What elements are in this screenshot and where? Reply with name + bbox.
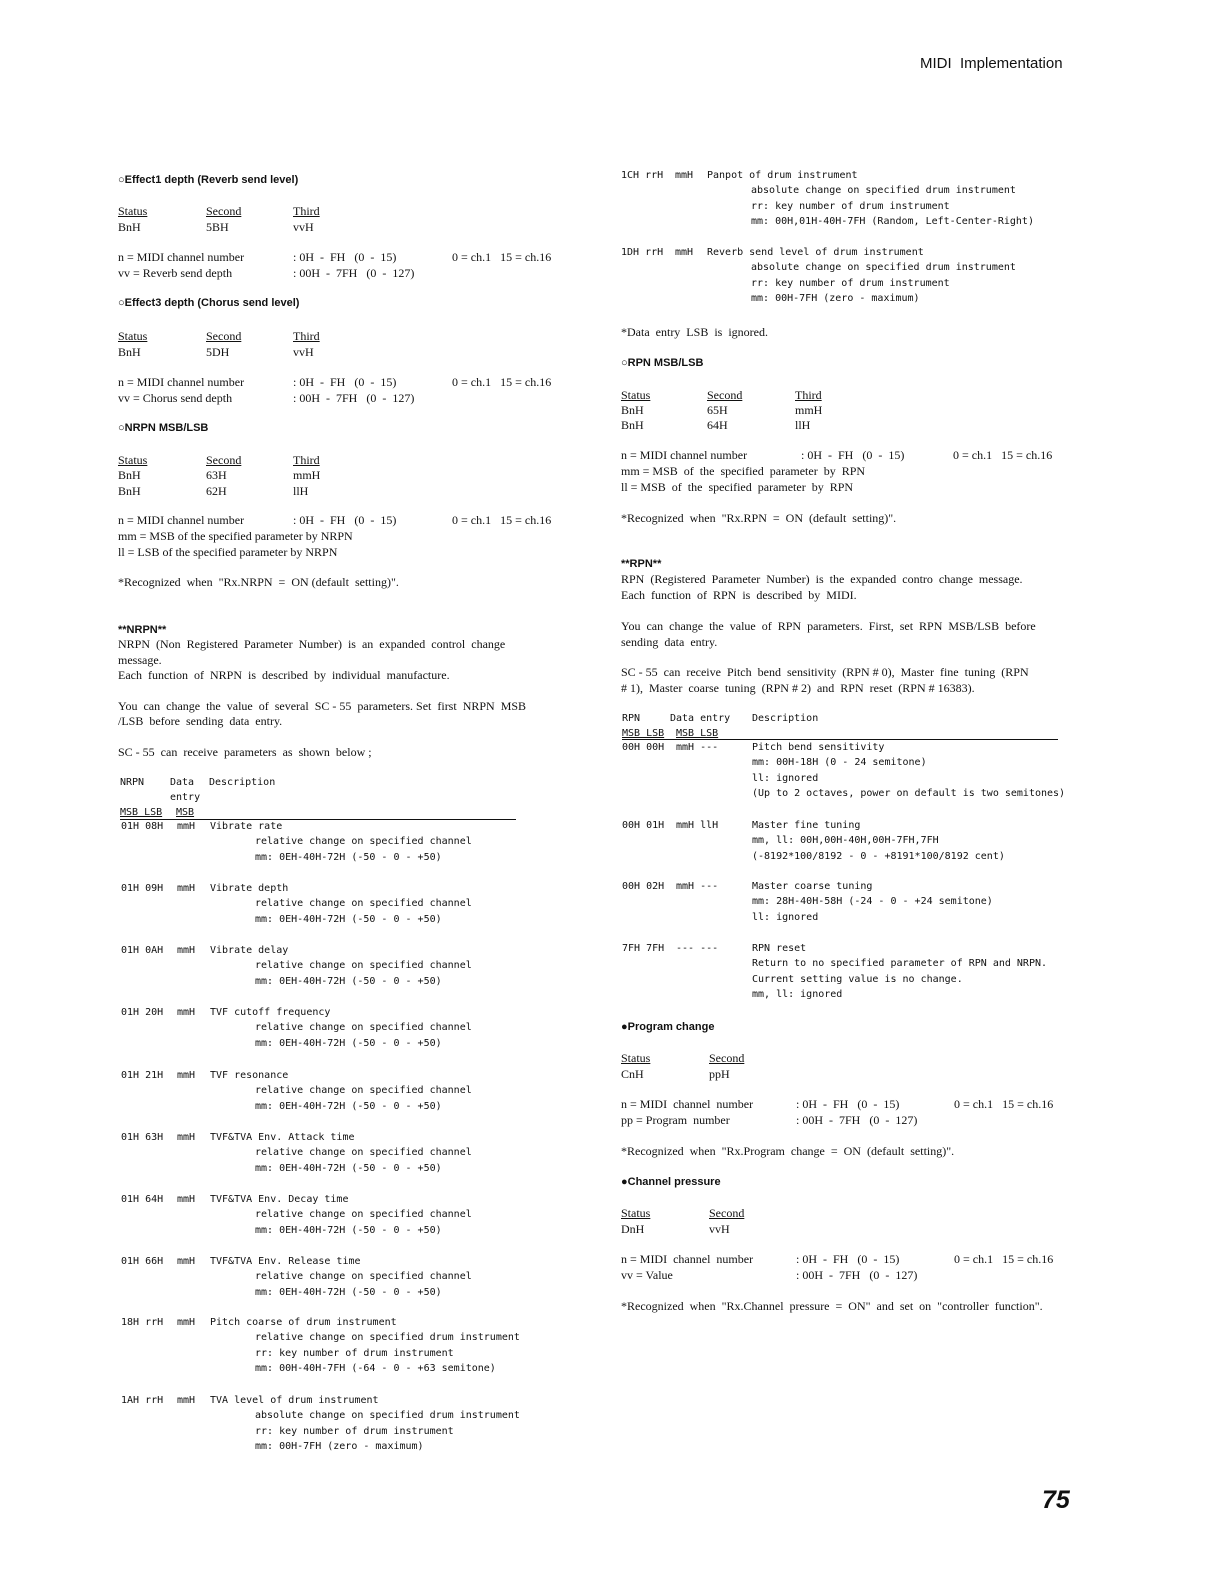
rpn-msb-lsb-title: ○RPN MSB/LSB (621, 357, 704, 369)
rpn-table-cell-description: Master coarse tuning (752, 881, 873, 892)
effect3-second-header: Second (206, 329, 242, 343)
rpn-table-cell-detail: ll: ignored (752, 773, 819, 784)
nrpn-table-cell-description: Vibrate delay (210, 945, 289, 956)
rpn-table-cell-detail: Return to no specified parameter of RPN and NRPN. (752, 958, 1048, 969)
program-change-note-channel-map: 0 = ch.1 15 = ch.16 (954, 1097, 1054, 1111)
nrpn-msb-note-ll: ll = LSB of the specified parameter by NRPN (118, 545, 338, 559)
rpn-table-cell-data-entry: mmH --- (676, 742, 719, 753)
nrpn-msb-row2-second: 62H (206, 484, 227, 498)
nrpn-table-cell-description: TVF cutoff frequency (210, 1007, 331, 1018)
rpn-table-cell-rpn: 00H 00H (622, 742, 665, 753)
rpn-table-cell-detail: mm: 00H-18H (0 - 24 semitone) (752, 757, 927, 768)
channel-pressure-title: ●Channel pressure (621, 1176, 721, 1188)
rpn-table-cell-detail: mm, ll: 00H,00H-40H,00H-7FH,7FH (752, 835, 939, 846)
effect3-second: 5DH (206, 345, 230, 359)
effect3-note-channel-range: : 0H - FH (0 - 15) (293, 375, 397, 389)
effect3-third: vvH (293, 345, 314, 359)
nrpn-table-cell-detail: relative change on specified channel (255, 836, 472, 847)
program-change-note-channel: n = MIDI channel number (621, 1097, 754, 1111)
program-change-status: CnH (621, 1067, 644, 1081)
channel-pressure-status-header: Status (621, 1206, 651, 1220)
nrpn-paragraph-line: Each function of NRPN is described by individual manufacture. (118, 668, 450, 682)
rpn-table-cell-detail: Current setting value is no change. (752, 974, 963, 985)
nrpn-table-cell-nrpn: 01H 64H (121, 1194, 164, 1205)
nrpn-table-cell-description: TVF resonance (210, 1070, 289, 1081)
channel-pressure-note-channel: n = MIDI channel number (621, 1252, 754, 1266)
channel-pressure-note-value-range: : 00H - 7FH (0 - 127) (796, 1268, 918, 1282)
rpn-table-rule (622, 739, 1058, 740)
nrpn-table-cell-detail: mm: 0EH-40H-72H (-50 - 0 - +50) (255, 914, 442, 925)
effect3-status: BnH (118, 345, 141, 359)
rpn-msb-row2-status: BnH (621, 418, 644, 432)
nrpn-table-cell-nrpn: 01H 21H (121, 1070, 164, 1081)
rpn-msb-note-channel-range: : 0H - FH (0 - 15) (801, 448, 905, 462)
nrpn-table-rule (120, 819, 516, 820)
nrpn-table-cell-description: Vibrate depth (210, 883, 289, 894)
rpn-table-header-entry-msb-lsb: MSB LSB (676, 728, 719, 739)
nrpn-msb-note-channel: n = MIDI channel number (118, 513, 245, 527)
channel-pressure-note-value: vv = Value (621, 1268, 673, 1282)
rpn-table-cell-description: Master fine tuning (752, 820, 861, 831)
rpn-title: **RPN** (621, 558, 662, 570)
rpn-msb-note-mm: mm = MSB of the specified parameter by RPN (621, 464, 866, 478)
effect1-third-header: Third (293, 204, 320, 218)
nrpn-table-header-description: Description (209, 777, 276, 788)
lsb-ignored-note: *Data entry LSB is ignored. (621, 325, 768, 339)
nrpn-msb-row2-third: llH (293, 484, 309, 498)
rpn-table-cell-detail: (-8192*100/8192 - 0 - +8191*100/8192 cent) (752, 851, 1005, 862)
nrpn-table-header-msb: MSB (176, 807, 195, 818)
nrpn-paragraph-line: /LSB before sending data entry. (118, 714, 283, 728)
effect3-title: ○Effect3 depth (Chorus send level) (118, 297, 300, 309)
program-change-note-program-range: : 00H - 7FH (0 - 127) (796, 1113, 918, 1127)
nrpn-msb-row1-status: BnH (118, 468, 141, 482)
effect1-title: ○Effect1 depth (Reverb send level) (118, 174, 299, 186)
nrpn-table-cell-nrpn: 01H 08H (121, 821, 164, 832)
rpn-table-cell-detail: mm, ll: ignored (752, 989, 843, 1000)
rpn-paragraph-line: sending data entry. (621, 635, 718, 649)
nrpn-table-cell-data-entry: mmH (177, 1194, 196, 1205)
rpn-table-cell-description: RPN reset (752, 943, 807, 954)
drum-table-cell-detail: rr: key number of drum instrument (751, 278, 950, 289)
page-header: MIDI Implementation (920, 55, 1063, 72)
channel-pressure-second-header: Second (709, 1206, 745, 1220)
nrpn-table-cell-nrpn: 1AH rrH (121, 1395, 164, 1406)
effect1-note-channel-map: 0 = ch.1 15 = ch.16 (452, 250, 552, 264)
nrpn-msb-note-mm: mm = MSB of the specified parameter by NRPN (118, 529, 353, 543)
nrpn-table-cell-description: TVA level of drum instrument (210, 1395, 379, 1406)
nrpn-table-cell-detail: mm: 0EH-40H-72H (-50 - 0 - +50) (255, 1287, 442, 1298)
nrpn-table-cell-nrpn: 01H 63H (121, 1132, 164, 1143)
rpn-msb-row2-second: 64H (707, 418, 728, 432)
nrpn-table-cell-detail: mm: 00H-7FH (zero - maximum) (255, 1441, 424, 1452)
nrpn-table-cell-data-entry: mmH (177, 1317, 196, 1328)
nrpn-table-cell-detail: relative change on specified channel (255, 960, 472, 971)
nrpn-table-cell-detail: mm: 0EH-40H-72H (-50 - 0 - +50) (255, 852, 442, 863)
nrpn-table-header-nrpn: NRPN (120, 777, 145, 788)
nrpn-table-cell-nrpn: 01H 0AH (121, 945, 164, 956)
effect3-note-channel: n = MIDI channel number (118, 375, 245, 389)
rpn-paragraph-line: RPN (Registered Parameter Number) is the expanded contro change message. (621, 572, 1023, 586)
nrpn-table-header-msb-lsb: MSB LSB (120, 807, 163, 818)
rpn-table-cell-rpn: 00H 02H (622, 881, 665, 892)
nrpn-table-cell-detail: mm: 0EH-40H-72H (-50 - 0 - +50) (255, 1163, 442, 1174)
rpn-msb-row1-third: mmH (795, 403, 823, 417)
program-change-title: ●Program change (621, 1021, 715, 1033)
nrpn-table-cell-detail: relative change on specified channel (255, 1209, 472, 1220)
rpn-table-cell-detail: ll: ignored (752, 912, 819, 923)
nrpn-paragraph-line: NRPN (Non Registered Parameter Number) is an expanded control change (118, 637, 506, 651)
rpn-table-cell-description: Pitch bend sensitivity (752, 742, 885, 753)
effect1-third: vvH (293, 220, 314, 234)
nrpn-table-cell-data-entry: mmH (177, 1395, 196, 1406)
nrpn-table-cell-detail: mm: 0EH-40H-72H (-50 - 0 - +50) (255, 1225, 442, 1236)
effect1-note-depth: vv = Reverb send depth (118, 266, 233, 280)
rpn-table-cell-detail: mm: 28H-40H-58H (-24 - 0 - +24 semitone) (752, 896, 993, 907)
rpn-msb-note-channel: n = MIDI channel number (621, 448, 748, 462)
drum-table-cell-description: Reverb send level of drum instrument (707, 247, 924, 258)
nrpn-table-cell-detail: relative change on specified channel (255, 1085, 472, 1096)
rpn-paragraph-line: Each function of RPN is described by MIDI. (621, 588, 857, 602)
program-change-recognized-note: *Recognized when "Rx.Program change = ON (default setting)". (621, 1144, 955, 1158)
rpn-msb-row1-second: 65H (707, 403, 728, 417)
drum-table-cell-detail: absolute change on specified drum instrument (751, 185, 1016, 196)
nrpn-table-cell-description: Vibrate rate (210, 821, 283, 832)
program-change-second: ppH (709, 1067, 730, 1081)
nrpn-table-cell-data-entry: mmH (177, 1007, 196, 1018)
effect3-status-header: Status (118, 329, 148, 343)
rpn-msb-second-header: Second (707, 388, 743, 402)
nrpn-table-cell-detail: absolute change on specified drum instrument (255, 1410, 520, 1421)
effect1-second-header: Second (206, 204, 242, 218)
program-change-note-program: pp = Program number (621, 1113, 730, 1127)
nrpn-msb-lsb-title: ○NRPN MSB/LSB (118, 422, 209, 434)
nrpn-table-cell-description: TVF&TVA Env. Attack time (210, 1132, 355, 1143)
rpn-msb-recognized-note: *Recognized when "Rx.RPN = ON (default setting)". (621, 511, 897, 525)
channel-pressure-status: DnH (621, 1222, 645, 1236)
nrpn-table-cell-nrpn: 01H 66H (121, 1256, 164, 1267)
nrpn-table-cell-detail: relative change on specified drum instrument (255, 1332, 520, 1343)
effect1-status: BnH (118, 220, 141, 234)
nrpn-table-cell-data-entry: mmH (177, 1070, 196, 1081)
nrpn-table-cell-data-entry: mmH (177, 945, 196, 956)
nrpn-table-cell-data-entry: mmH (177, 821, 196, 832)
rpn-msb-row1-status: BnH (621, 403, 644, 417)
drum-table-cell-detail: absolute change on specified drum instrument (751, 262, 1016, 273)
nrpn-msb-third-header: Third (293, 453, 320, 467)
nrpn-table-cell-detail: mm: 00H-40H-7FH (-64 - 0 - +63 semitone) (255, 1363, 496, 1374)
rpn-table-header-msb-lsb: MSB LSB (622, 728, 665, 739)
drum-table-cell-nrpn: 1CH rrH (621, 170, 664, 181)
nrpn-table-cell-description: Pitch coarse of drum instrument (210, 1317, 397, 1328)
nrpn-table-cell-detail: relative change on specified channel (255, 1022, 472, 1033)
rpn-msb-note-channel-map: 0 = ch.1 15 = ch.16 (953, 448, 1053, 462)
nrpn-table-header-entry: entry (170, 792, 201, 803)
page-number: 75 (1042, 1486, 1070, 1514)
rpn-paragraph-line: You can change the value of RPN parameters. First, set RPN MSB/LSB before (621, 619, 1036, 633)
nrpn-table-cell-nrpn: 01H 20H (121, 1007, 164, 1018)
drum-table-cell-data-entry: mmH (675, 170, 694, 181)
rpn-table-cell-data-entry: mmH llH (676, 820, 719, 831)
rpn-msb-note-ll: ll = MSB of the specified parameter by RPN (621, 480, 854, 494)
rpn-table-cell-data-entry: --- --- (676, 943, 719, 954)
nrpn-table-header-data: Data (170, 777, 195, 788)
nrpn-paragraph-line: message. (118, 653, 162, 667)
program-change-second-header: Second (709, 1051, 745, 1065)
nrpn-table-cell-description: TVF&TVA Env. Decay time (210, 1194, 349, 1205)
program-change-note-channel-range: : 0H - FH (0 - 15) (796, 1097, 900, 1111)
nrpn-msb-note-channel-map: 0 = ch.1 15 = ch.16 (452, 513, 552, 527)
nrpn-table-cell-detail: rr: key number of drum instrument (255, 1426, 454, 1437)
nrpn-table-cell-data-entry: mmH (177, 883, 196, 894)
drum-table-cell-detail: mm: 00H,01H-40H-7FH (Random, Left-Center-Right) (751, 216, 1034, 227)
nrpn-table-cell-detail: mm: 0EH-40H-72H (-50 - 0 - +50) (255, 1038, 442, 1049)
program-change-status-header: Status (621, 1051, 651, 1065)
nrpn-paragraph-line: You can change the value of several SC - 55 parameters. Set first NRPN MSB (118, 699, 527, 713)
nrpn-table-cell-description: TVF&TVA Env. Release time (210, 1256, 361, 1267)
nrpn-msb-row2-status: BnH (118, 484, 141, 498)
nrpn-table-cell-data-entry: mmH (177, 1132, 196, 1143)
drum-table-cell-nrpn: 1DH rrH (621, 247, 664, 258)
nrpn-table-cell-detail: relative change on specified channel (255, 1147, 472, 1158)
rpn-table-cell-detail: (Up to 2 octaves, power on default is two semitones) (752, 788, 1066, 799)
channel-pressure-note-channel-map: 0 = ch.1 15 = ch.16 (954, 1252, 1054, 1266)
effect1-status-header: Status (118, 204, 148, 218)
rpn-table-header-data-entry: Data entry (670, 713, 731, 724)
drum-table-cell-detail: mm: 00H-7FH (zero - maximum) (751, 293, 920, 304)
nrpn-msb-recognized-note: *Recognized when "Rx.NRPN = ON (default setting)". (118, 575, 399, 589)
effect1-second: 5BH (206, 220, 229, 234)
effect3-note-depth: vv = Chorus send depth (118, 391, 233, 405)
effect3-note-depth-range: : 00H - 7FH (0 - 127) (293, 391, 415, 405)
drum-table-cell-detail: rr: key number of drum instrument (751, 201, 950, 212)
effect1-note-depth-range: : 00H - 7FH (0 - 127) (293, 266, 415, 280)
effect3-note-channel-map: 0 = ch.1 15 = ch.16 (452, 375, 552, 389)
channel-pressure-note-channel-range: : 0H - FH (0 - 15) (796, 1252, 900, 1266)
nrpn-table-cell-nrpn: 18H rrH (121, 1317, 164, 1328)
drum-table-cell-description: Panpot of drum instrument (707, 170, 858, 181)
effect1-note-channel: n = MIDI channel number (118, 250, 245, 264)
rpn-table-cell-rpn: 7FH 7FH (622, 943, 665, 954)
rpn-msb-third-header: Third (795, 388, 822, 402)
effect1-note-channel-range: : 0H - FH (0 - 15) (293, 250, 397, 264)
nrpn-table-cell-detail: relative change on specified channel (255, 898, 472, 909)
nrpn-table-cell-detail: rr: key number of drum instrument (255, 1348, 454, 1359)
channel-pressure-recognized-note: *Recognized when "Rx.Channel pressure = ON" and set on "controller function". (621, 1299, 1043, 1313)
rpn-table-cell-rpn: 00H 01H (622, 820, 665, 831)
rpn-paragraph-line: # 1), Master coarse tuning (RPN # 2) and RPN reset (RPN # 16383). (621, 681, 975, 695)
nrpn-table-cell-detail: mm: 0EH-40H-72H (-50 - 0 - +50) (255, 976, 442, 987)
rpn-table-cell-data-entry: mmH --- (676, 881, 719, 892)
nrpn-msb-row1-second: 63H (206, 468, 227, 482)
channel-pressure-second: vvH (709, 1222, 730, 1236)
nrpn-msb-row1-third: mmH (293, 468, 321, 482)
rpn-table-header-rpn: RPN (622, 713, 641, 724)
nrpn-paragraph-line: SC - 55 can receive parameters as shown below ; (118, 745, 372, 759)
nrpn-table-cell-detail: relative change on specified channel (255, 1271, 472, 1282)
rpn-msb-row2-third: llH (795, 418, 811, 432)
effect3-third-header: Third (293, 329, 320, 343)
nrpn-table-cell-nrpn: 01H 09H (121, 883, 164, 894)
drum-table-cell-data-entry: mmH (675, 247, 694, 258)
nrpn-table-cell-data-entry: mmH (177, 1256, 196, 1267)
nrpn-title: **NRPN** (118, 624, 167, 636)
nrpn-msb-note-channel-range: : 0H - FH (0 - 15) (293, 513, 397, 527)
rpn-msb-status-header: Status (621, 388, 651, 402)
rpn-table-header-description: Description (752, 713, 819, 724)
rpn-paragraph-line: SC - 55 can receive Pitch bend sensitivity (RPN # 0), Master fine tuning (RPN (621, 665, 1029, 679)
nrpn-table-cell-detail: mm: 0EH-40H-72H (-50 - 0 - +50) (255, 1101, 442, 1112)
nrpn-msb-second-header: Second (206, 453, 242, 467)
nrpn-msb-status-header: Status (118, 453, 148, 467)
